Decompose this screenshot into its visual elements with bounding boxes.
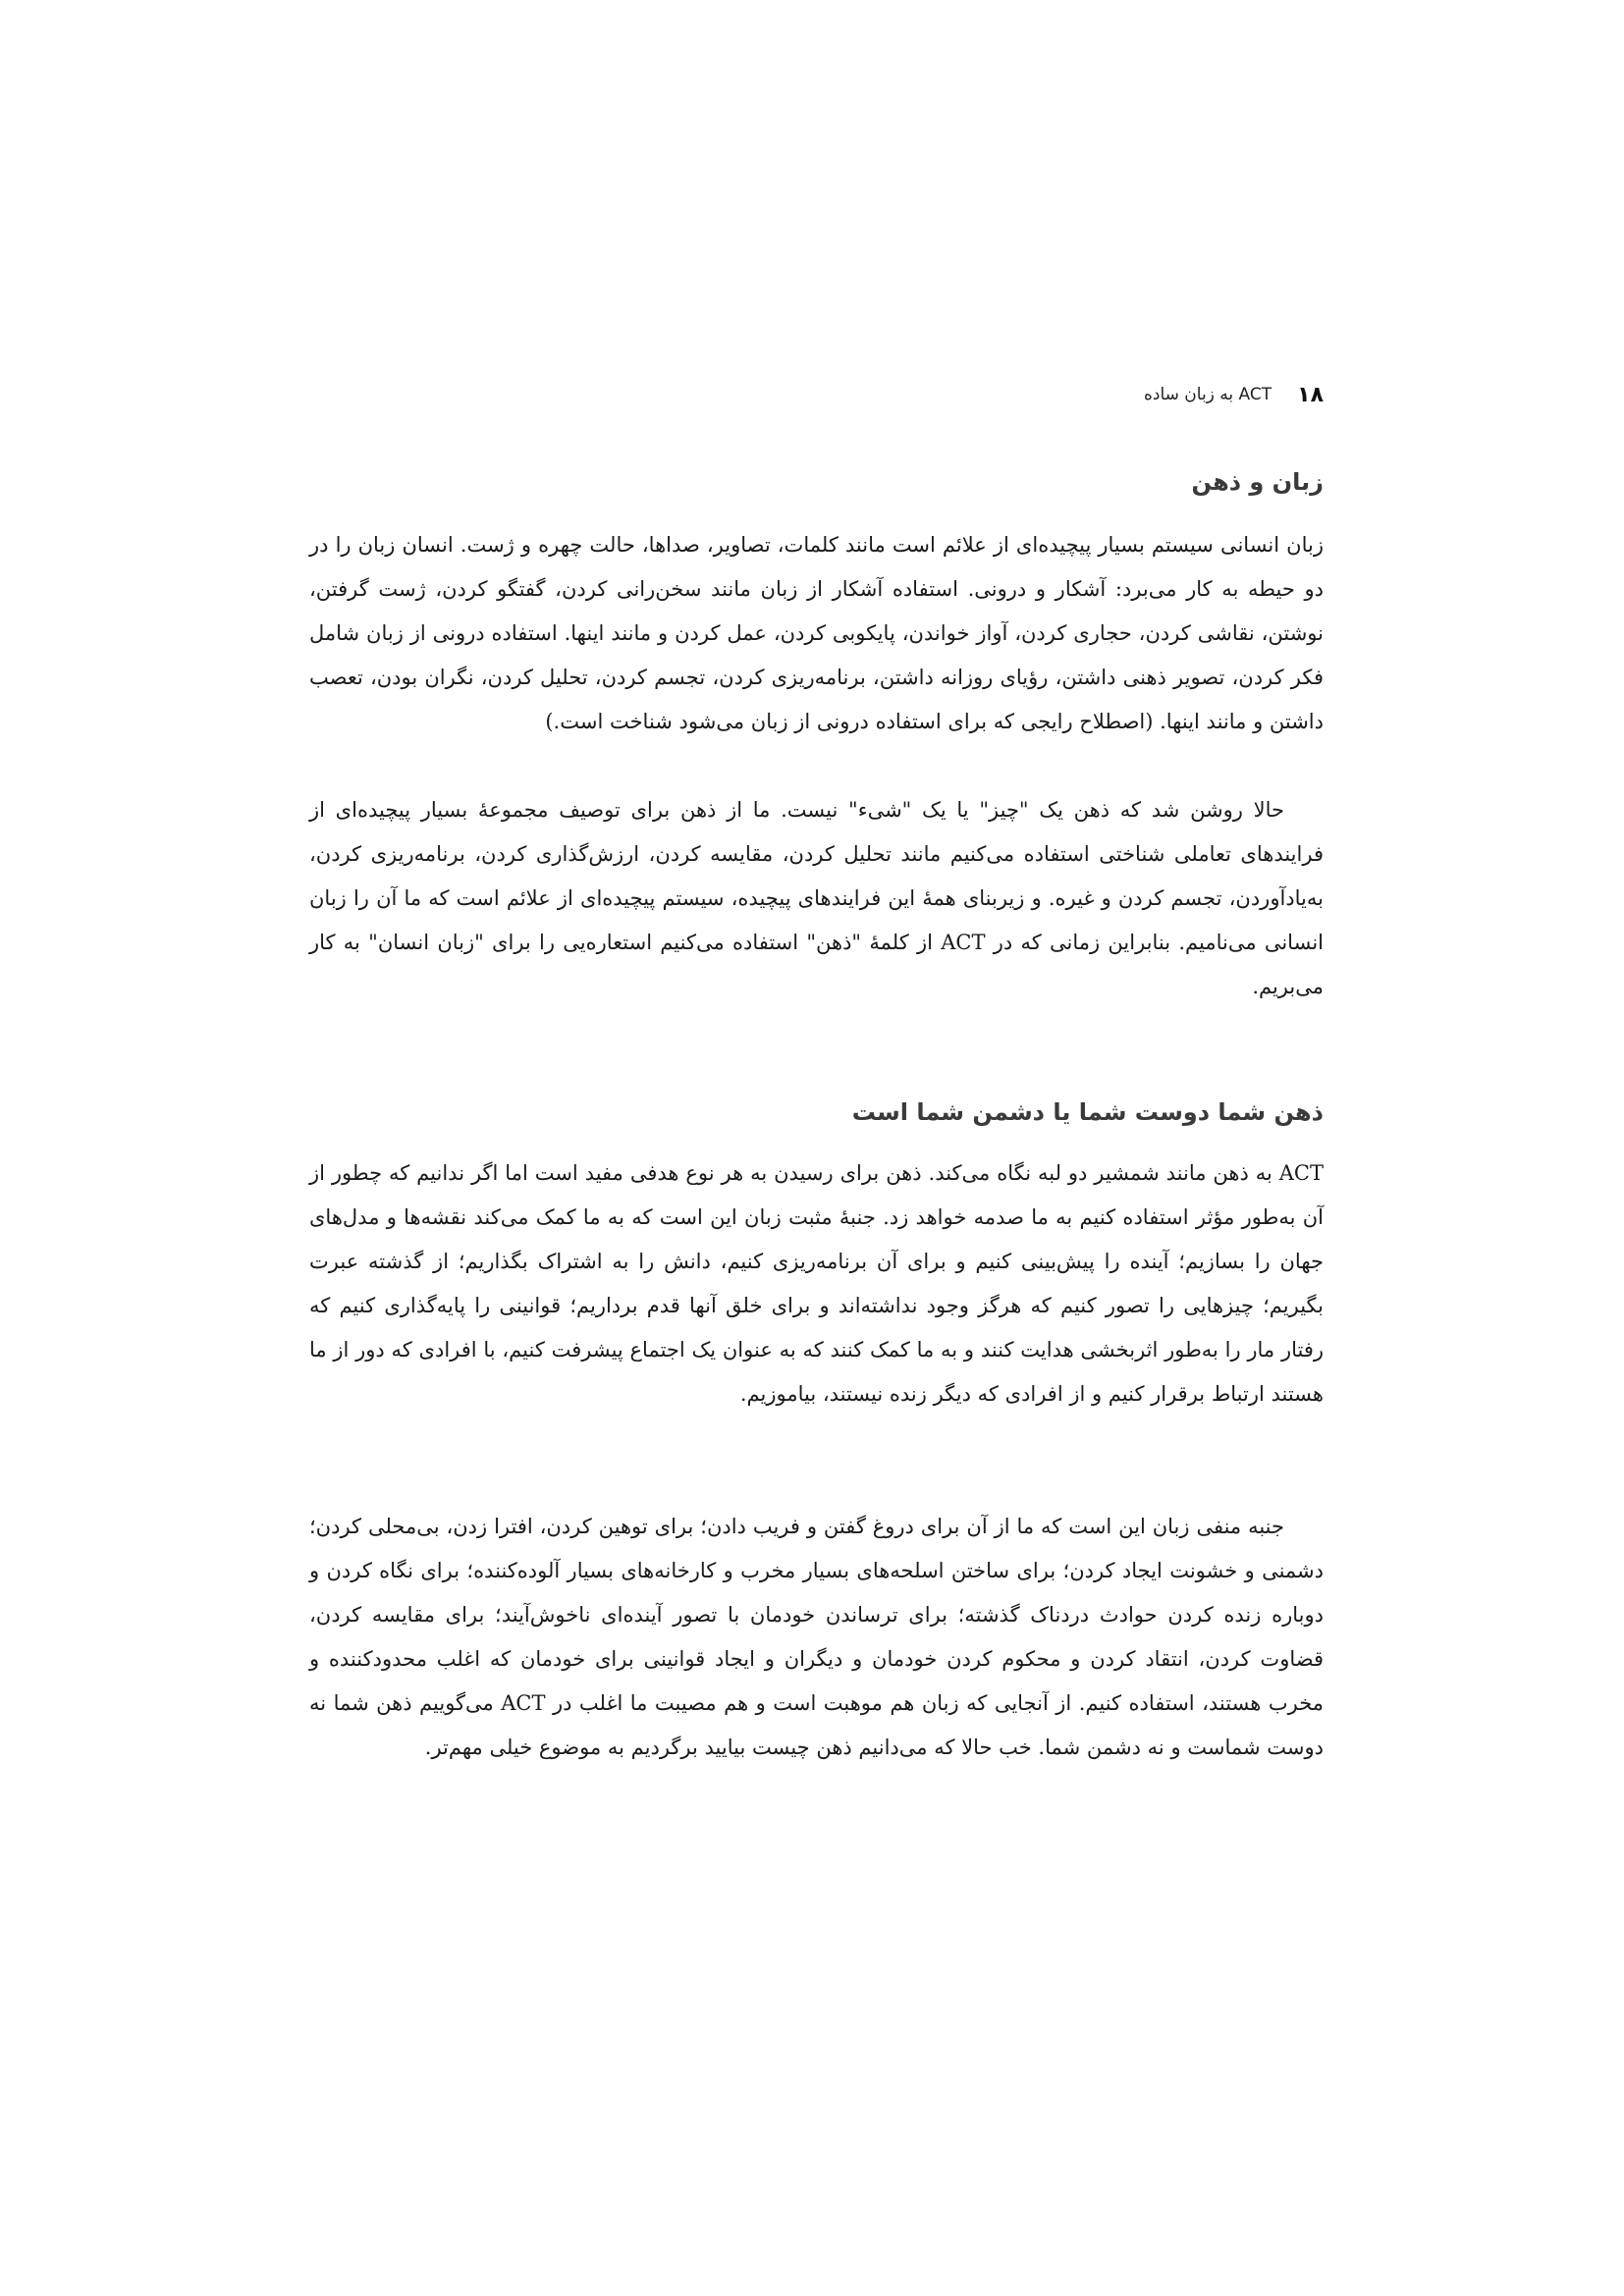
running-header xyxy=(1144,378,1324,411)
paragraph: ACT به ذهن مانند شمشیر دو لبه نگاه می‌کند. ذهن برای رسیدن به هر نوع هدفی مفید است اما اگر ندانیم که چطور از آن به‌طور مؤثر استفاده کنیم به ما صدمه خواهد زد. جنبهٔ مثبت زبان این است که به ما کمک می‌کند نقشه‌ها و مدل‌های جهان را بسازیم؛ آینده را پیش‌بینی کنیم و برای آن برنامه‌ریزی کنیم، دانش را به اشتراک بگذاریم؛ از گذشته عبرت بگیریم؛ چیزهایی را تصور کنیم که هرگز وجود نداشته‌اند و برای خلق آنها قدم برداریم؛ قوانینی را پایه‌گذاری کنیم که رفتار مار را به‌طور اثربخشی هدایت کنند و به ما کمک کنند که به عنوان یک اجتماع پیشرفت کنیم، با افرادی که دور از ما هستند ارتباط برقرار کنیم و از افرادی که دیگر زنده نیستند، بیاموزیم. xyxy=(309,1161,1324,1406)
section-title: ذهن شما دوست شما یا دشمن شما است xyxy=(851,1098,1324,1126)
page-number: ۱۸ xyxy=(1297,382,1324,407)
paragraph: زبان انسانی سیستم بسیار پیچیده‌ای از علائم است مانند کلمات، تصاویر، صداها، حالت چهره و ژست. انسان زبان را در دو حیطه به کار می‌برد: آشکار و درونی. استفاده آشکار از زبان مانند سخن‌رانی کردن، گفتگو کردن، ژست گرفتن، نوشتن، نقاشی کردن، حجاری کردن، آواز خواندن، پایکوبی کردن، عمل کردن و مانند اینها. استفاده درونی از زبان شامل فکر کردن، تصویر ذهنی داشتن، رؤیای روزانه داشتن، برنامه‌ریزی کردن، تجسم کردن، تحلیل کردن، نگران بودن، تعصب داشتن و مانند اینها. (اصطلاح رایجی که برای استفاده درونی از زبان می‌شود شناخت است.) xyxy=(309,533,1324,733)
section-title: زبان و ذهن xyxy=(1191,468,1324,496)
book-title: ACT به زبان ساده xyxy=(1143,385,1272,404)
paragraph: حالا روشن شد که ذهن یک "چیز" یا یک "شیء" نیست. ما از ذهن برای توصیف مجموعهٔ بسیار پیچیده‌ای از فرایندهای تعاملی شناختی استفاده می‌کنیم مانند تحلیل کردن، مقایسه کردن، ارزش‌گذاری کردن، برنامه‌ریزی کردن، به‌یادآوردن، تجسم کردن و غیره. و زیربنای همهٔ این فرایندهای پیچیده، سیستم پیچیده‌ای از علائم است که ما آن را زبان انسانی می‌نامیم. بنابراین زمانی که در ACT از کلمهٔ "ذهن" استفاده می‌کنیم استعاره‌یی را برای "زبان انسان" به کار می‌بریم. xyxy=(309,798,1324,998)
book-page xyxy=(309,378,1324,1949)
paragraph: جنبه منفی زبان این است که ما از آن برای دروغ گفتن و فریب دادن؛ برای توهین کردن، افترا زدن، بی‌محلی کردن؛ دشمنی و خشونت ایجاد کردن؛ برای ساختن اسلحه‌های بسیار مخرب و کارخانه‌های بسیار آلوده‌کننده؛ برای نگاه کردن و دوباره زنده کردن حوادث دردناک گذشته؛ برای ترساندن خودمان با تصور آینده‌ای ناخوش‌آیند؛ برای مقایسه کردن، قضاوت کردن، انتقاد کردن و محکوم کردن خودمان و دیگران و ایجاد قوانینی برای خودمان که اغلب محدودکننده و مخرب هستند، استفاده کنیم. از آنجایی که زبان هم موهبت است و هم مصیبت ما اغلب در ACT می‌گوییم ذهن شما نه دوست شماست و نه دشمن شما. خب حالا که می‌دانیم ذهن چیست بیایید برگردیم به موضوع خیلی مهم‌تر. xyxy=(309,1515,1324,1759)
